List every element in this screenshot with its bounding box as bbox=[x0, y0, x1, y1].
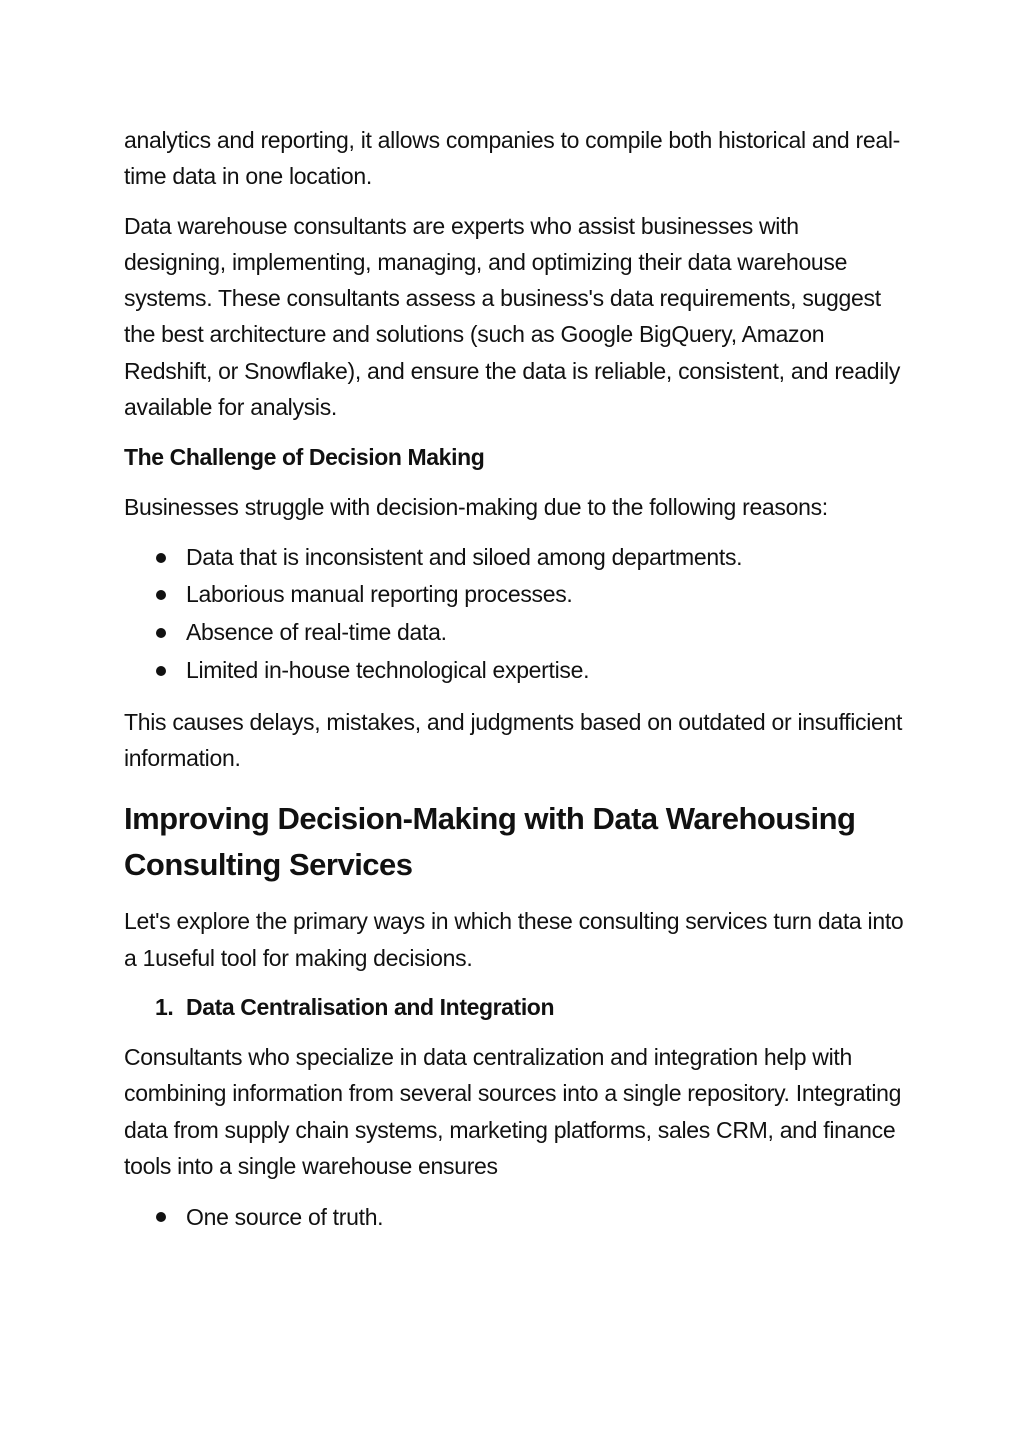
step-title: Data Centralisation and Integration bbox=[186, 994, 555, 1021]
list-item-text: Absence of real-time data. bbox=[186, 619, 447, 646]
list-item bbox=[124, 652, 904, 690]
bullet-icon bbox=[156, 590, 166, 600]
list-item-text: Limited in-house technological expertise. bbox=[186, 657, 590, 684]
bullet-icon bbox=[156, 628, 166, 638]
reasons-list bbox=[124, 539, 904, 690]
list-item bbox=[124, 539, 904, 577]
list-item bbox=[124, 1199, 904, 1235]
list-item-text: Laborious manual reporting processes. bbox=[186, 581, 573, 608]
steps-list bbox=[124, 989, 904, 1025]
intro-continuation-paragraph: analytics and reporting, it allows companies to compile both historical and real-time data in one location. bbox=[124, 127, 900, 190]
consequence-paragraph: This causes delays, mistakes, and judgments based on outdated or insufficient information. bbox=[124, 708, 903, 772]
improving-section-heading: Improving Decision-Making with Data Warehousing Consulting Services bbox=[124, 801, 856, 883]
step-number: 1. bbox=[155, 994, 174, 1021]
bullet-icon bbox=[156, 553, 166, 563]
list-item bbox=[124, 576, 904, 614]
bullet-icon bbox=[156, 1212, 166, 1222]
benefits-list bbox=[124, 1199, 904, 1235]
list-item-text: One source of truth. bbox=[186, 1204, 384, 1231]
list-item bbox=[124, 614, 904, 652]
challenge-lead-paragraph: Businesses struggle with decision-making due to the following reasons: bbox=[124, 494, 828, 521]
document-page bbox=[124, 122, 904, 1249]
improving-lead-paragraph: Let's explore the primary ways in which these consulting services turn data into a 1useful tool for making decisions. bbox=[124, 908, 904, 971]
consultants-paragraph: Data warehouse consultants are experts who assist businesses with designing, implementing, managing, and optimizing their data warehouse systems. These consultants assess a business's data requirements, suggest the best architecture and solutions (such as Google BigQuery, Amazon Redshift, or Snowflake), and ensure the data is reliable, consistent, and readily available for analysis. bbox=[124, 212, 901, 421]
list-item-text: Data that is inconsistent and siloed among departments. bbox=[186, 543, 743, 570]
challenge-heading: The Challenge of Decision Making bbox=[124, 444, 485, 471]
bullet-icon bbox=[156, 666, 166, 676]
centralisation-paragraph: Consultants who specialize in data centralization and integration help with combining information from several sources into a single repository. Integrating data from supply chain systems, marketing platforms, sales CRM, and finance tools into a single warehouse ensures bbox=[124, 1044, 902, 1179]
step-heading bbox=[124, 989, 904, 1025]
